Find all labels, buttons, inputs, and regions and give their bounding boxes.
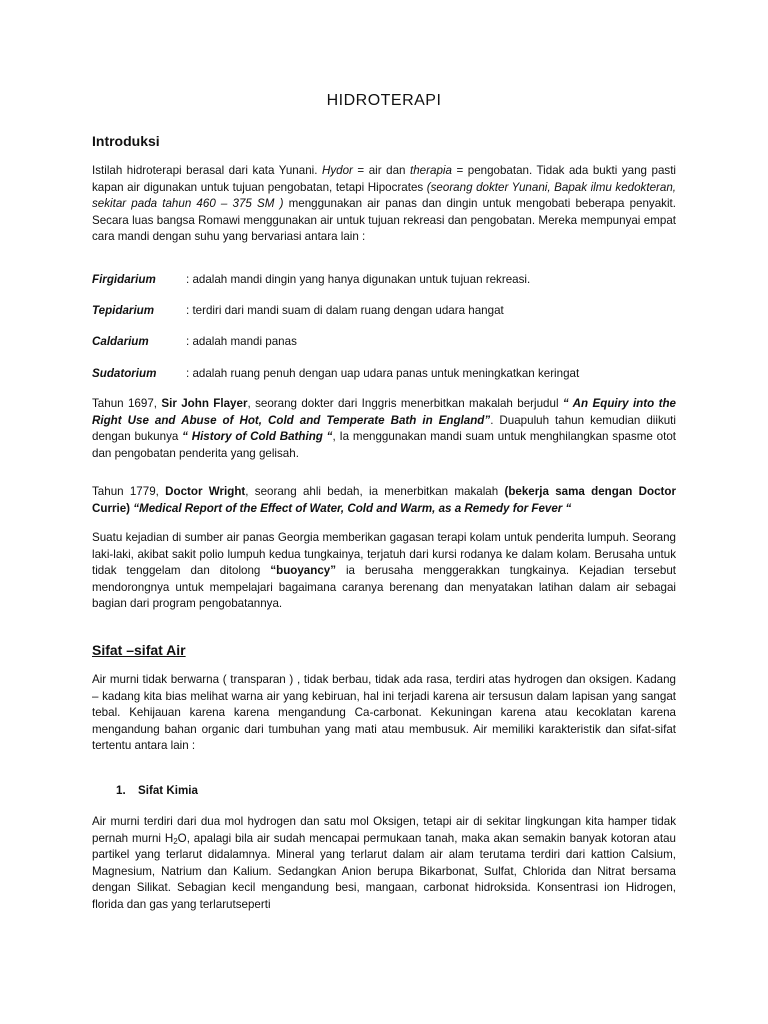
paragraph-1697 — [92, 396, 676, 466]
intro-text-1: Istilah hidroterapi berasal dari kata Yunani. — [92, 164, 322, 177]
p1697-flayer: Sir John Flayer — [161, 397, 248, 410]
paragraph-1779 — [92, 484, 676, 520]
list-item-sifat-kimia — [116, 783, 198, 800]
definition-desc: : adalah mandi panas — [186, 335, 297, 348]
georgia-buoyancy: “buoyancy” — [270, 564, 337, 577]
document-title: HIDROTERAPI — [326, 92, 442, 109]
paragraph-sifat: Air murni tidak berwarna ( transparan ) , tidak berbau, tidak ada rasa, terdiri atas hydrogen dan oksigen. Kadang – kadang kita bias melihat warna air yang kebiruan, hal ini terjadi karena air tersusun dalam lapisan yang sangat tebal. Kehijauan karena karena mengandung Ca-carbonat. Kekuningan karena atau kecoklatan karena mengandung bahan organic dari tumbuhan yang mati atau membusuk. Air memiliki karakteristik dan sifat-sifat tertentu antara lain : — [92, 673, 676, 752]
p1779-report-title: “Medical Report of the Effect of Water, Cold and Warm, as a Remedy for Fever “ — [133, 501, 572, 515]
p1779-text-1: Tahun 1779, — [92, 485, 166, 498]
list-number: 1. — [116, 784, 126, 797]
georgia-text-1: Suatu kejadian di sumber air panas Georgia memberikan gagasan terapi kolam untuk penderita lumpuh. Seorang laki-laki, akibat sakit polio lumpuh kedua tungkainya, terjatuh dari kursi rodanya ke dalam kolam. Berusaha untuk tidak tenggelam dan ditolong — [92, 531, 676, 577]
intro-therapia: therapia — [410, 164, 452, 177]
definition-term: Caldarium — [92, 335, 149, 348]
georgia-text-2: ia berusaha menggerakkan tungkainya. Kejadian tersebut mendorongnya untuk mempelajari bagaimana caranya berenang dan menyatakan latihan dalam air sebagai bagian dari program pengobatannya. — [92, 564, 676, 610]
p1697-equiry-title: “ An Equiry into the Right Use and Abuse of Hot, Cold and Temperate Bath in England” — [92, 397, 676, 427]
introduksi-heading: Introduksi — [92, 133, 160, 149]
p1697-text-3: . Duapuluh tahun kemudian diikuti dengan bukunya — [92, 413, 676, 443]
intro-hipocrates-note: (seorang dokter Yunani, Bapak ilmu kedokteran, sekitar pada tahun 460 – 375 SM ) — [92, 180, 677, 210]
list-label: Sifat Kimia — [138, 784, 198, 797]
intro-paragraph — [92, 163, 676, 263]
definition-term: Sudatorium — [92, 367, 157, 380]
kimia-text-1: Air murni terdiri dari dua mol hydrogen dan satu mol Oksigen, tetapi air di sekitar lingkungan kita hamper tidak pernah murni H — [92, 815, 676, 845]
p1697-text-4: , Ia menggunakan mandi suam untuk menghilangkan spasme otot dan pengobatan penderita yang gelisah. — [92, 430, 676, 460]
p1779-currie: (bekerja sama dengan Doctor Currie) — [92, 485, 676, 515]
intro-text-2: = air dan — [352, 164, 411, 177]
intro-text-3: = pengobatan. Tidak ada bukti yang pasti kapan air digunakan untuk tujuan pengobatan, tetapi Hipocrates — [92, 164, 677, 194]
kimia-subscript: 2 — [173, 836, 178, 846]
definition-desc: : terdiri dari mandi suam di dalam ruang dengan udara hangat — [186, 304, 504, 317]
p1697-cold-bathing-title: “ History of Cold Bathing “ — [182, 430, 333, 443]
intro-text-4: menggunakan air panas dan dingin untuk mengobati beberapa penyakit. Secara luas bangsa Romawi menggunakan air untuk tujuan rekreasi dan pengobatan. Mereka mempunyai empat cara mandi dengan suhu yang bervariasi antara lain : — [92, 197, 676, 243]
definition-desc: : adalah mandi dingin yang hanya digunakan untuk tujuan rekreasi. — [186, 273, 531, 286]
p1779-text-2: , seorang ahli bedah, ia menerbitkan makalah — [245, 485, 505, 498]
p1697-text-2: , seorang dokter dari Inggris menerbitkan makalah berjudul — [247, 397, 563, 410]
p1697-text-1: Tahun 1697, — [92, 397, 162, 410]
p1779-wright: Doctor Wright — [165, 485, 246, 498]
kimia-text-2: O, apalagi bila air sudah mencapai permukaan tanah, maka akan semakin banyak kotoran atau partikel yang terlarut didalamnya. Mineral yang terlarut dalam air alam terutama terdiri dari kattion Calsium, Magnesium, Natrium dan Kalium. Sedangkan Anion berupa Bikarbonat, Sulfat, Chlorida dan Nitrat bersama dengan Silikat. Sebagian kecil mengandung besi, mangaan, carbonat hidroksida. Konsentrasi ion Hidrogen, florida dan gas yang terlarutseperti — [92, 831, 676, 911]
intro-hydor: Hydor — [321, 164, 353, 177]
definition-term: Tepidarium — [92, 304, 155, 317]
paragraph-georgia — [92, 530, 676, 630]
definition-term: Firgidarium — [92, 273, 156, 286]
definition-desc: : adalah ruang penuh dengan uap udara panas untuk meningkatkan keringat — [186, 367, 580, 380]
paragraph-kimia — [92, 814, 676, 934]
sifat-heading: Sifat –sifat Air — [92, 642, 186, 658]
